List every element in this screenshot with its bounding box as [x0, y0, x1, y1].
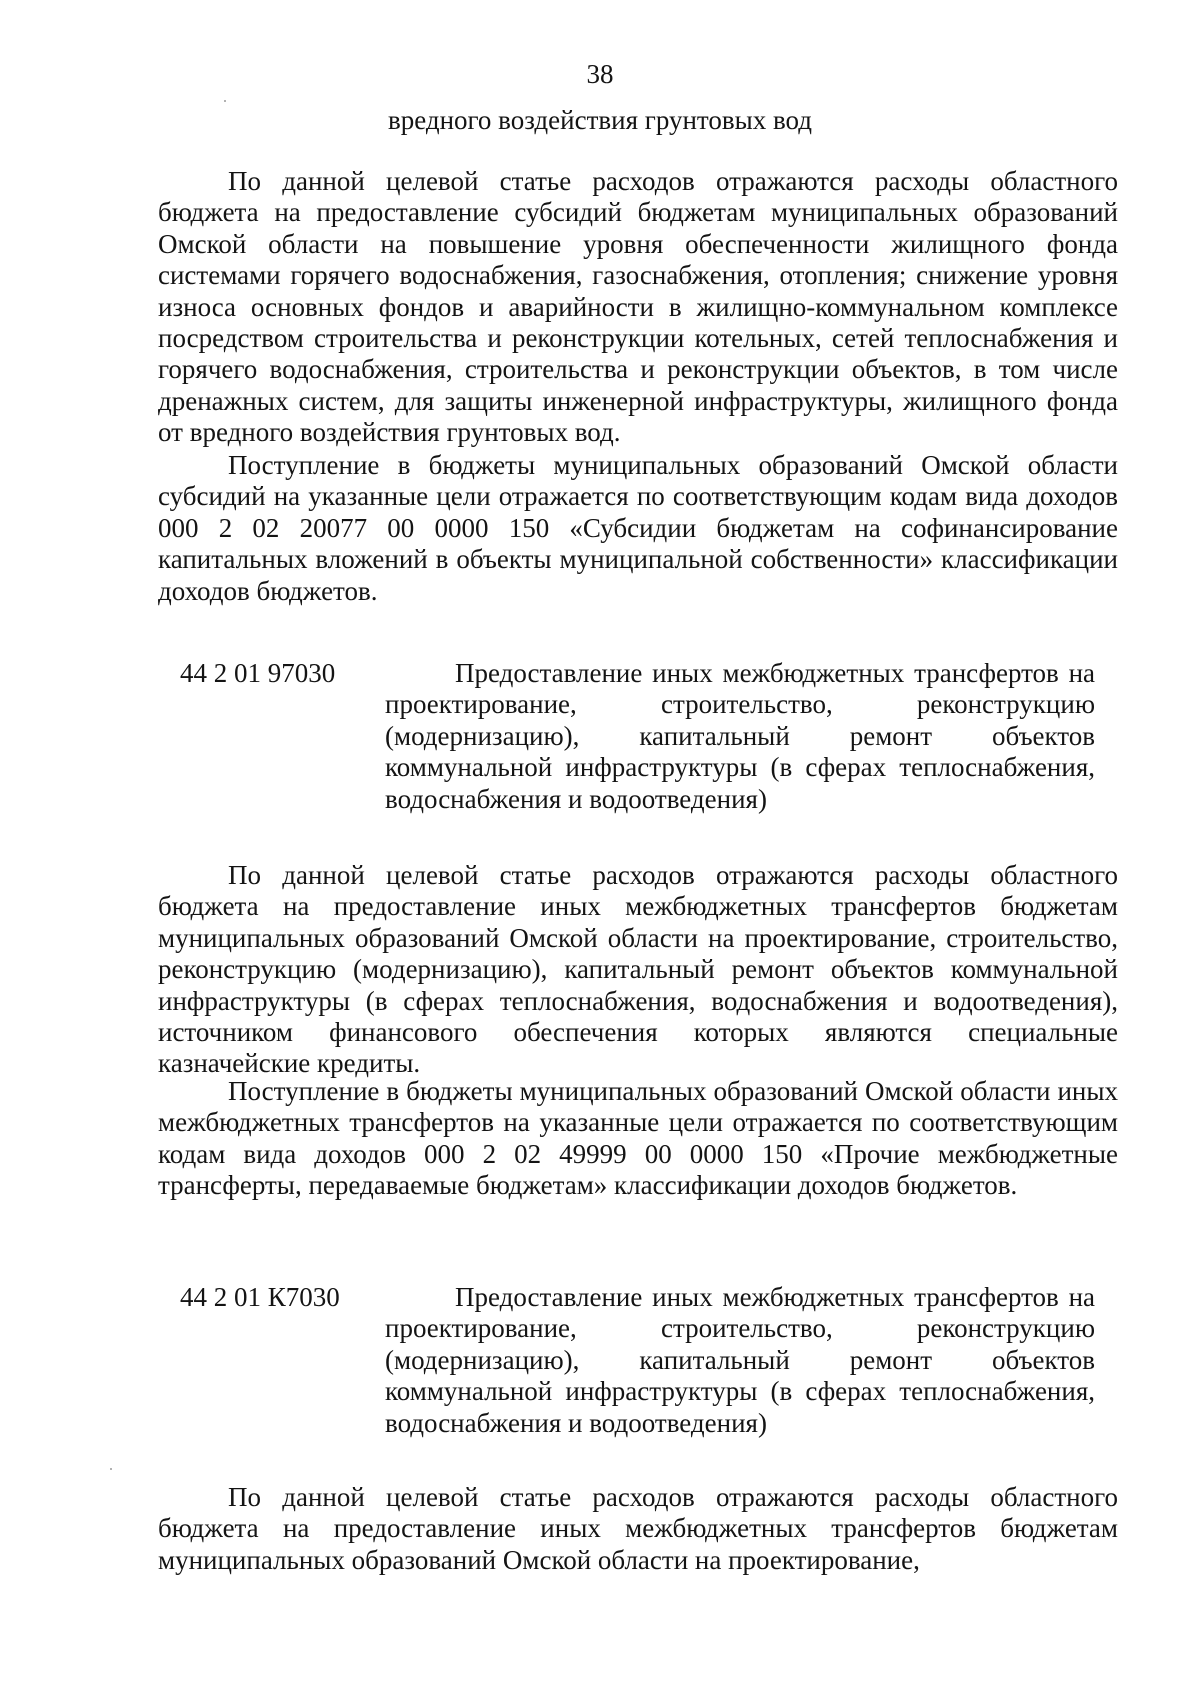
scan-speck — [224, 100, 226, 102]
scan-speck — [110, 1468, 112, 1470]
page-number: 38 — [586, 59, 614, 89]
paragraph-2: Поступление в бюджеты муниципальных образований Омской области субсидий на указанные цели отражается по соответствующим кодам вида доходов 000 2 02 20077 00 0000 150 «Субсидии бюджетам на софинансирование капитальных вложений в объекты муниципальной собственности» классификации доходов бюджетов. — [158, 450, 1118, 606]
paragraph-1: По данной целевой статье расходов отражаются расходы областного бюджета на предоставление субсидий бюджетам муниципальных образований Омской области на повышение уровня обеспеченности жилищного фонда системами горячего водоснабжения, газоснабжения, отопления; снижение уровня износа основных фондов и аварийности в жилищно-коммунальном комплексе посредством строительства и реконструкции котельных, сетей теплоснабжения и горячего водоснабжения, строительства и реконструкции объектов, в том числе дренажных систем, для защиты инженерной инфраструктуры, жилищного фонда от вредного воздействия грунтовых вод. — [158, 166, 1118, 448]
target-article-code-1: 44 2 01 97030 — [180, 658, 336, 688]
paragraph-5: По данной целевой статье расходов отражаются расходы областного бюджета на предоставление иных межбюджетных трансфертов бюджетам муниципальных образований Омской области на проектирование, — [158, 1482, 1118, 1575]
target-article-description-2: Предоставление иных межбюджетных трансфертов на проектирование, строительство, реконструкцию (модернизацию), капитальный ремонт объектов коммунальной инфраструктуры (в сферах теплоснабжения, водоснабжения и водоотведения) — [385, 1282, 1095, 1438]
section-heading-continuation: вредного воздействия грунтовых вод — [387, 105, 813, 135]
target-article-description-1: Предоставление иных межбюджетных трансфертов на проектирование, строительство, реконструкцию (модернизацию), капитальный ремонт объектов коммунальной инфраструктуры (в сферах теплоснабжения, водоснабжения и водоотведения) — [385, 658, 1095, 814]
paragraph-4: Поступление в бюджеты муниципальных образований Омской области иных межбюджетных трансфертов на указанные цели отражается по соответствующим кодам вида доходов 000 2 02 49999 00 0000 150 «Прочие межбюджетные трансферты, передаваемые бюджетам» классификации доходов бюджетов. — [158, 1076, 1118, 1201]
target-article-code-2: 44 2 01 К7030 — [180, 1282, 340, 1312]
paragraph-3: По данной целевой статье расходов отражаются расходы областного бюджета на предоставление иных межбюджетных трансфертов бюджетам муниципальных образований Омской области на проектирование, строительство, реконструкцию (модернизацию), капитальный ремонт объектов коммунальной инфраструктуры (в сферах теплоснабжения, водоснабжения и водоотведения), источником финансового обеспечения которых являются специальные казначейские кредиты. — [158, 860, 1118, 1079]
